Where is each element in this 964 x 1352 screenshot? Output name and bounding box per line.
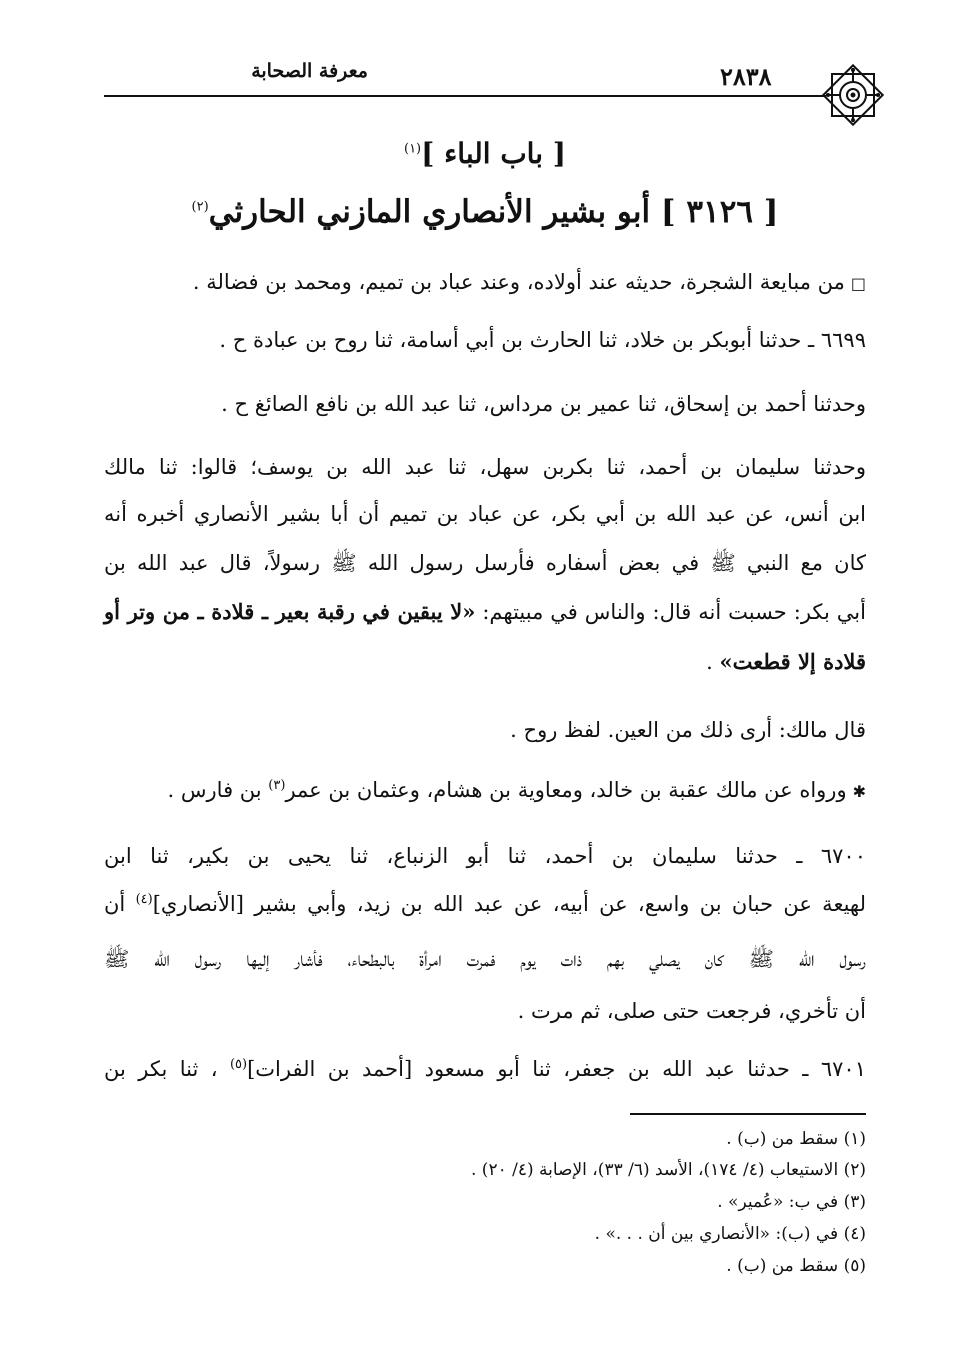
running-header-title: معرفة الصحابة	[251, 60, 368, 82]
narrators-text: ورواه عن مالك عقبة بن خالد، ومعاوية بن هشام، وعثمان بن عمر	[285, 778, 847, 802]
narrators-note	[104, 776, 866, 806]
hadith-6700-line-2	[104, 890, 866, 918]
checkbox-icon: □	[850, 274, 866, 293]
entry-heading	[104, 194, 866, 230]
footnote-ref: (٤)	[135, 892, 153, 907]
narrators-text-end: بن فارس .	[167, 778, 269, 802]
hadith-6699-line-7	[104, 648, 866, 676]
line-text: لهيعة عن حبان بن واسع، عن أبيه، عن عبد الله بن زيد، وأبي بشير [الأنصاري]	[152, 892, 866, 916]
hadith-6699-line-2: وحدثنا أحمد بن إسحاق، ثنا عمير بن مرداس، ثنا عبد الله بن نافع الصائغ ح .	[221, 392, 866, 416]
footnote-1: (١) سقط من (ب) .	[726, 1129, 866, 1149]
hadith-6700-line-4: أن تأخري، فرجعت حتى صلى، ثم مرت .	[517, 999, 866, 1023]
footnote-5: (٥) سقط من (ب) .	[726, 1256, 866, 1276]
section-heading	[104, 137, 866, 170]
entry-heading-text: [ ٣١٢٦ ] أبو بشير الأنصاري المازني الحارثي	[208, 194, 779, 230]
hadith-6699-line-4: ابن أنس، عن عبد الله بن أبي بكر، عن عباد بن تميم أن أبا بشير الأنصاري أخبره أنه	[104, 502, 866, 526]
header-rule	[104, 95, 826, 97]
asterisk-icon: ✱	[852, 782, 866, 801]
prophetic-saying-end: قلادة إلا قطعت»	[719, 649, 866, 674]
footnote-ref: (٢)	[191, 199, 209, 215]
footnote-ref: (٥)	[229, 1057, 248, 1072]
line-text: أبي بكر: حسبت أنه قال: والناس في مبيتهم:	[475, 600, 866, 624]
prophetic-saying: «لا يبقين في رقبة بعير ـ قلادة ـ من وتر أو	[104, 599, 476, 624]
footnote-rule	[630, 1113, 866, 1115]
footnote-2: (٢) الاستيعاب (٤/ ١٧٤)، الأسد (٦/ ٣٣)، الإصابة (٤/ ٢٠) .	[470, 1160, 866, 1180]
star-ornament-icon	[818, 60, 888, 130]
hadith-6699-line-1: ٦٦٩٩ ـ حدثنا أبوبكر بن خلاد، ثنا الحارث بن أبي أسامة، ثنا روح بن عبادة ح .	[219, 328, 866, 352]
section-heading-text: [ باب الباء ]	[421, 137, 567, 170]
line-text: .	[706, 650, 720, 674]
footnote-ref: (٣)	[268, 778, 286, 793]
footnote-3: (٣) في ب: «عُمير» .	[717, 1192, 866, 1212]
hadith-6701-line-1	[104, 1055, 866, 1083]
intro-text: من مبايعة الشجرة، حديثه عند أولاده، وعند عباد بن تميم، ومحمد بن فضالة .	[192, 270, 845, 294]
hadith-6699-line-3: وحدثنا سليمان بن أحمد، ثنا بكربن سهل، ثنا عبد الله بن يوسف؛ قالوا: ثنا مالك	[104, 455, 866, 479]
line-text-end: ، ثنا بكر بن	[104, 1057, 230, 1081]
hadith-6700-line-3: رسول الله ﷺ كان يصلي بهم ذات يوم فمرت امرأة بالبطحاء، فأشار إليها رسول الله ﷺ	[104, 947, 866, 971]
hadith-6699-line-5: كان مع النبي ﷺ في بعض أسفاره فأرسل رسول الله ﷺ رسولاً، قال عبد الله بن	[104, 551, 866, 575]
footnote-ref: (١)	[403, 141, 422, 157]
malik-quote: قال مالك: أرى ذلك من العين. لفظ روح .	[510, 718, 866, 742]
line-text: ٦٧٠١ ـ حدثنا عبد الله بن جعفر، ثنا أبو مسعود [أحمد بن الفرات]	[247, 1057, 866, 1081]
hadith-6699-line-6	[104, 598, 866, 626]
page-number: ٢٨٣٨	[720, 62, 772, 91]
intro-paragraph	[104, 268, 866, 298]
hadith-6700-line-1: ٦٧٠٠ ـ حدثنا سليمان بن أحمد، ثنا أبو الزنباع، ثنا يحيى بن بكير، ثنا ابن	[104, 844, 866, 868]
footnote-4: (٤) في (ب): «الأنصاري بين أن . . .» .	[594, 1224, 866, 1244]
line-text-end: أن	[104, 892, 136, 916]
